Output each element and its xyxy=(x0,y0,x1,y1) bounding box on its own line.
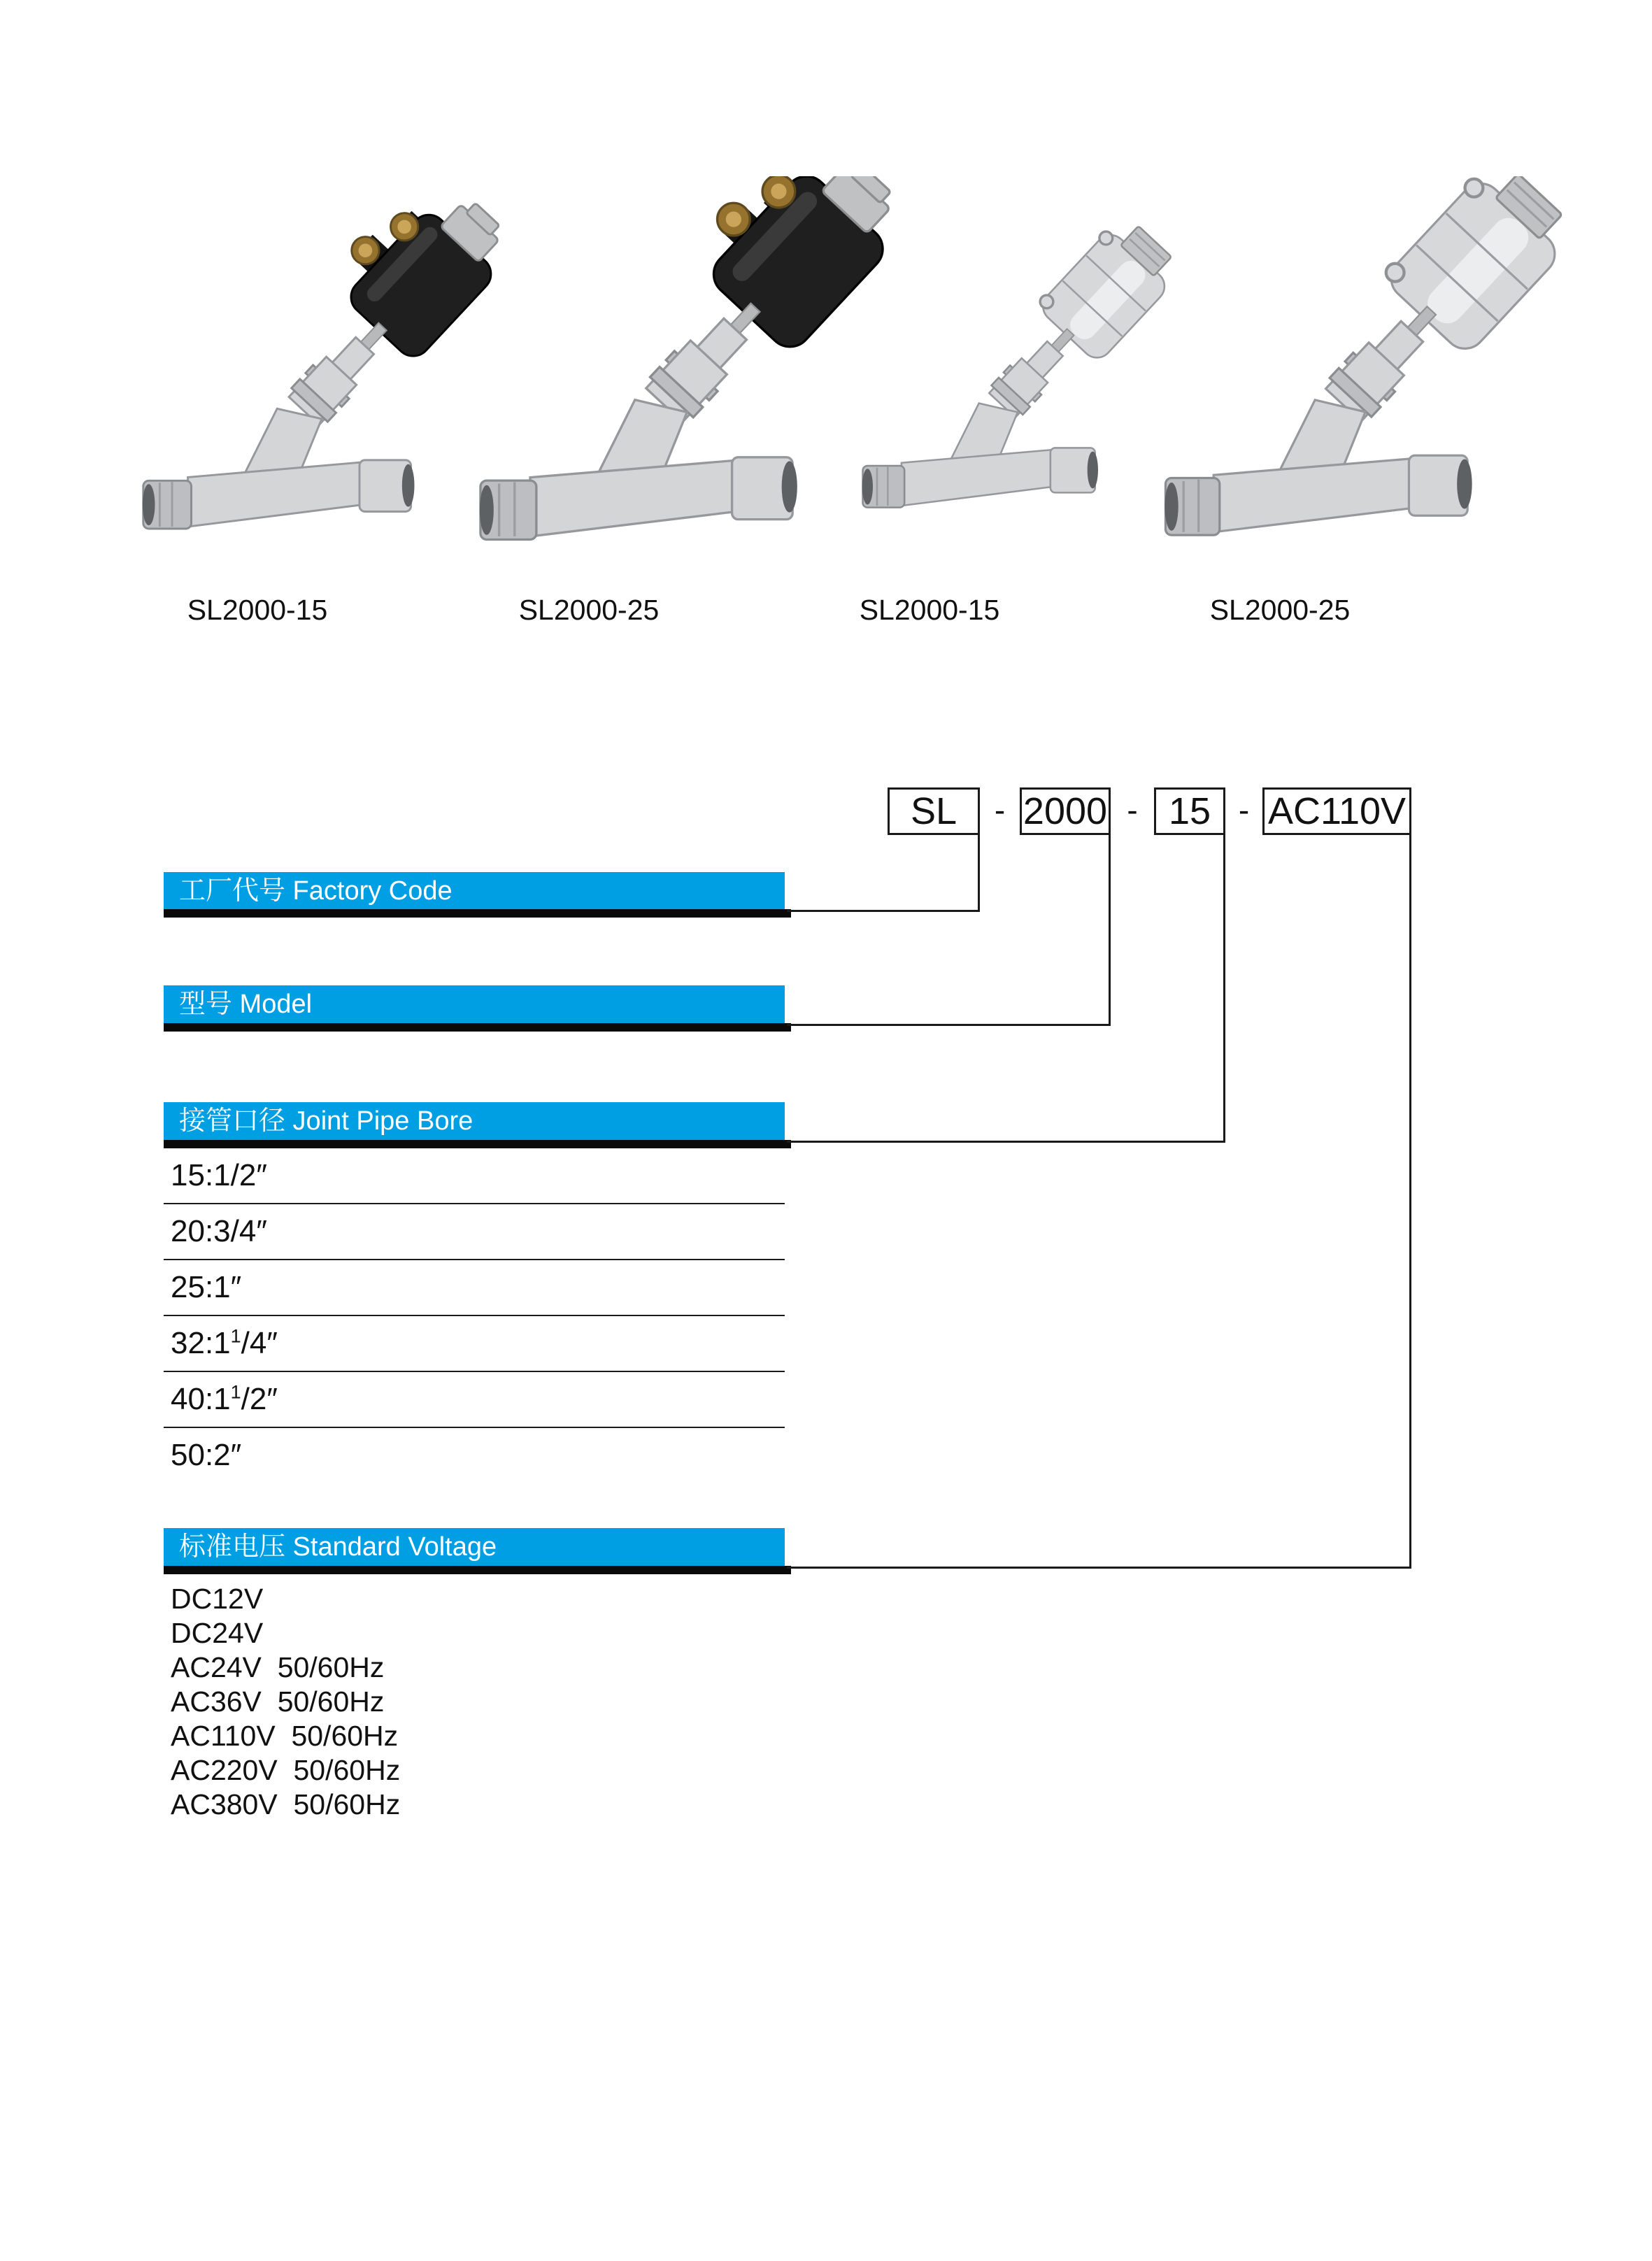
code-separator: - xyxy=(1238,792,1250,828)
code-box-voltage: AC110V xyxy=(1262,787,1411,835)
pipe-bore-option xyxy=(164,1148,785,1204)
option-text: 20:3/4″ xyxy=(171,1214,267,1248)
product-label: SL2000-15 xyxy=(859,594,1000,626)
product-label: SL2000-25 xyxy=(518,594,660,626)
code-box-pipe-bore: 15 xyxy=(1154,787,1225,835)
option-superscript: 1 xyxy=(230,1325,241,1347)
connector-line-factory-code xyxy=(978,835,980,912)
connector-line-horizontal xyxy=(787,1024,1111,1026)
voltage-option: DC24V xyxy=(171,1617,264,1649)
connector-line-horizontal xyxy=(787,910,980,912)
option-text: 15:1/2″ xyxy=(171,1158,267,1192)
valve-photo-sl2000-25-black xyxy=(476,176,895,564)
voltage-option: AC110V 50/60Hz xyxy=(171,1720,399,1752)
voltage-option: AC24V 50/60Hz xyxy=(171,1651,385,1683)
connector-line-horizontal xyxy=(787,1567,1411,1569)
option-text: 25:1″ xyxy=(171,1270,242,1304)
section-header-pipe-bore: 接管口径 Joint Pipe Bore xyxy=(164,1102,785,1140)
voltage-option: AC380V 50/60Hz xyxy=(171,1788,401,1820)
angle-seat-valve-steel-icon xyxy=(857,199,1179,559)
section-underline xyxy=(164,1566,791,1574)
product-label: SL2000-15 xyxy=(187,594,328,626)
valve-photo-sl2000-25-steel xyxy=(1161,176,1567,566)
option-text: 40:1 xyxy=(171,1382,231,1416)
code-separator: - xyxy=(994,792,1006,828)
code-box-factory-code: SL xyxy=(888,787,980,835)
pipe-bore-option xyxy=(164,1372,785,1428)
angle-seat-valve-black-icon xyxy=(476,176,895,564)
code-box-model: 2000 xyxy=(1020,787,1111,835)
voltage-option: DC12V xyxy=(171,1583,264,1615)
voltage-option-list xyxy=(171,1582,730,1822)
section-underline xyxy=(164,1140,791,1148)
pipe-bore-option xyxy=(164,1260,785,1316)
pipe-bore-option xyxy=(164,1204,785,1260)
section-header-voltage: 标准电压 Standard Voltage xyxy=(164,1528,785,1566)
connector-line-horizontal xyxy=(787,1141,1225,1143)
section-header-model: 型号 Model xyxy=(164,985,785,1023)
option-superscript: 1 xyxy=(230,1381,241,1403)
pipe-bore-option-list xyxy=(164,1148,785,1484)
voltage-option: AC36V 50/60Hz xyxy=(171,1685,385,1718)
angle-seat-valve-black-icon xyxy=(136,199,507,563)
code-separator: - xyxy=(1127,792,1138,828)
option-text: /2″ xyxy=(241,1382,278,1416)
voltage-option: AC220V 50/60Hz xyxy=(171,1754,401,1786)
option-text: /4″ xyxy=(241,1326,278,1360)
angle-seat-valve-steel-icon xyxy=(1161,176,1567,566)
connector-line-pipe-bore xyxy=(1223,835,1225,1143)
section-header-factory-code: 工厂代号 Factory Code xyxy=(164,872,785,910)
product-label: SL2000-25 xyxy=(1209,594,1351,626)
section-underline xyxy=(164,1023,791,1032)
option-text: 32:1 xyxy=(171,1326,231,1360)
section-underline xyxy=(164,909,791,918)
valve-photo-sl2000-15-steel xyxy=(857,199,1179,559)
connector-line-model xyxy=(1109,835,1111,1026)
pipe-bore-option xyxy=(164,1428,785,1484)
option-text: 50:2″ xyxy=(171,1438,242,1472)
valve-photo-sl2000-15-black xyxy=(136,199,507,563)
pipe-bore-option xyxy=(164,1316,785,1372)
connector-line-voltage xyxy=(1409,835,1411,1569)
